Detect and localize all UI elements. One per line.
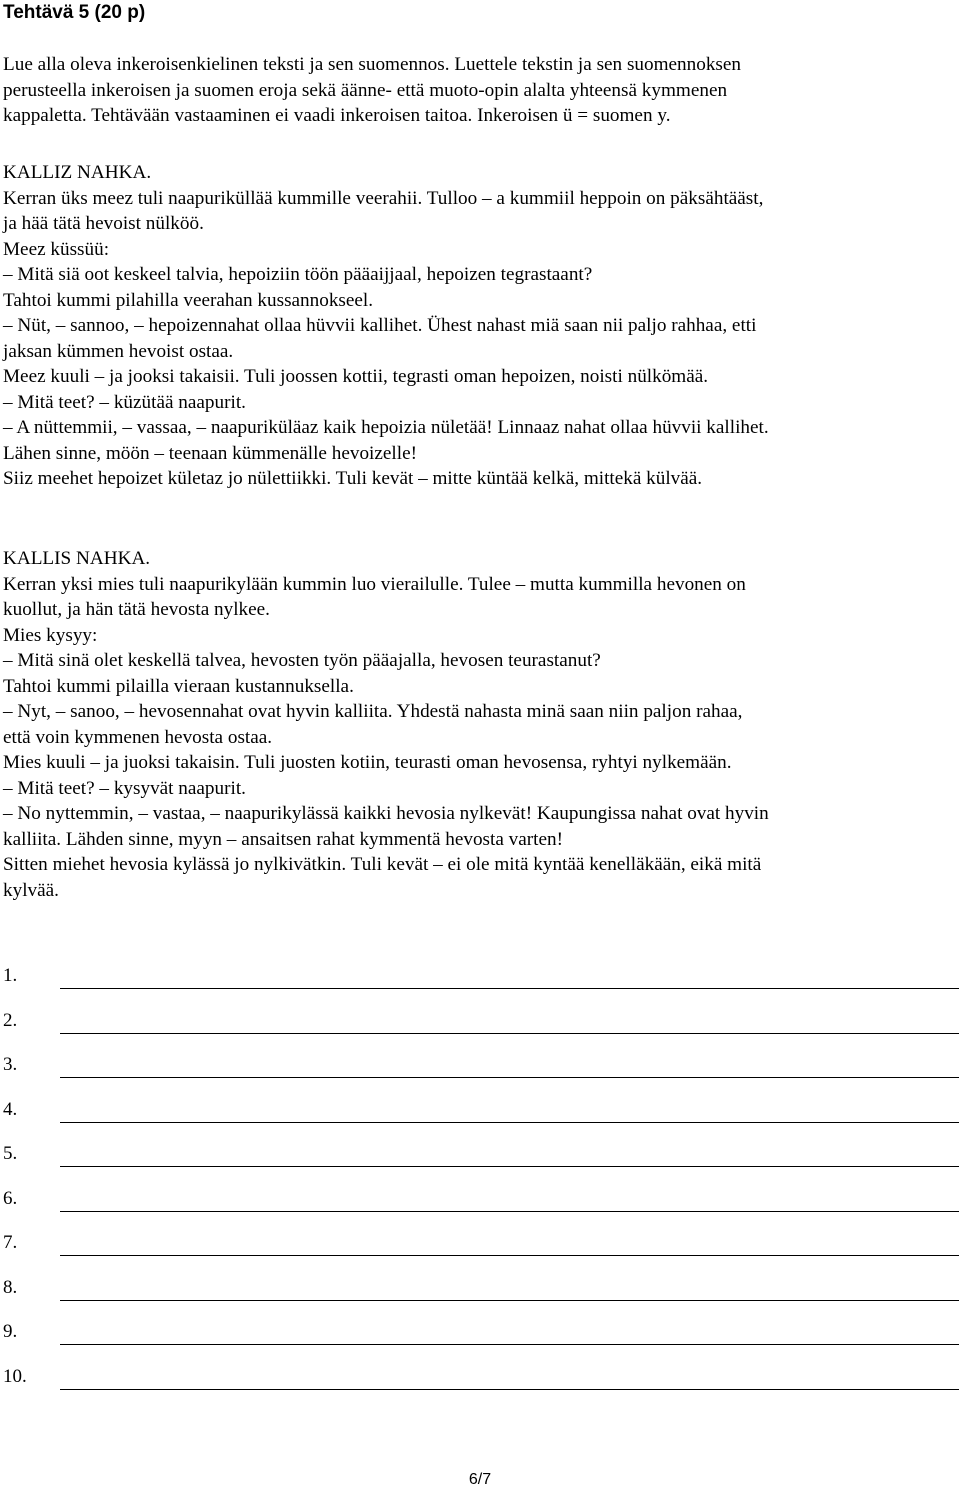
answer-row[interactable]	[3, 1188, 960, 1218]
ingrian-line: jaksan kümmen hevoist ostaa.	[3, 340, 234, 362]
page-number: 6/7	[468, 1471, 492, 1488]
answer-row[interactable]	[3, 1321, 960, 1351]
answer-row[interactable]	[3, 1366, 960, 1396]
ingrian-title: KALLIZ NAHKA.	[3, 162, 152, 183]
finnish-line: – Mitä sinä olet keskellä talvea, hevosten työn pääajalla, hevosen teurastanut?	[3, 650, 601, 671]
answer-line[interactable]	[60, 1077, 959, 1078]
finnish-title: KALLIS NAHKA.	[3, 548, 151, 569]
answer-line[interactable]	[60, 1166, 959, 1167]
ingrian-line: Kerran üks meez tuli naapuriküllää kummille veerahii. Tulloo – a kummiil heppoin on päksähtääst,	[3, 187, 764, 209]
task-title: Tehtävä 5 (20 p)	[3, 2, 146, 23]
ingrian-line: Lähen sinne, möön – teenaan kümmenälle hevoizelle!	[3, 442, 417, 464]
answer-line[interactable]	[60, 1344, 959, 1345]
answer-row[interactable]	[3, 1232, 960, 1262]
finnish-line: – Nyt, – sanoo, – hevosennahat ovat hyvin kalliita. Yhdestä nahasta minä saan niin paljon rahaa,	[3, 701, 743, 722]
finnish-line: kylvää.	[3, 879, 59, 901]
answer-number: 1.	[3, 965, 18, 986]
answer-number: 6.	[3, 1188, 18, 1209]
answer-row[interactable]	[3, 1143, 960, 1173]
answer-line[interactable]	[60, 1255, 959, 1256]
finnish-line: kalliita. Lähden sinne, myyn – ansaitsen rahat kymmentä hevosta varten!	[3, 828, 563, 850]
finnish-line: Sitten miehet hevosia kylässä jo nylkivätkin. Tuli kevät – ei ole mitä kyntää kenelläkään, eikä mitä	[3, 854, 762, 875]
instruction-line: perusteella inkeroisen ja suomen eroja sekä äänne- että muoto-opin alalta yhteensä kymmenen	[3, 79, 728, 101]
answer-number: 4.	[3, 1099, 18, 1120]
answer-number: 5.	[3, 1143, 18, 1164]
ingrian-line: – Mitä siä oot keskeel talvia, hepoiziin töön pääaijjaal, hepoizen tegrastaant?	[3, 264, 593, 285]
finnish-line: Kerran yksi mies tuli naapurikylään kummin luo vierailulle. Tulee – mutta kummilla hevonen on	[3, 573, 746, 595]
answer-row[interactable]	[3, 1054, 960, 1084]
answer-line[interactable]	[60, 1389, 959, 1390]
answer-number: 9.	[3, 1321, 18, 1342]
finnish-line: Tahtoi kummi pilailla vieraan kustannuksella.	[3, 675, 354, 697]
answer-line[interactable]	[60, 1033, 959, 1034]
answer-number: 3.	[3, 1054, 18, 1075]
task-instructions	[3, 52, 958, 129]
instruction-line: kappaletta. Tehtävään vastaaminen ei vaadi inkeroisen taitoa. Inkeroisen ü = suomen y.	[3, 105, 671, 126]
ingrian-line: – Nüt, – sannoo, – hepoizennahat ollaa hüvvii kallihet. Ühest nahast miä saan nii paljo rahhaa, etti	[3, 315, 757, 336]
finnish-line: että voin kymmenen hevosta ostaa.	[3, 726, 273, 748]
finnish-line: – No nyttemmin, – vastaa, – naapurikylässä kaikki hevosia nylkevät! Kaupungissa nahat ovat hyvin	[3, 803, 769, 824]
finnish-line: Mies kuuli – ja juoksi takaisin. Tuli juosten kotiin, teurasti oman hevosensa, ryhtyi nylkemään.	[3, 752, 732, 773]
ingrian-line: Tahtoi kummi pilahilla veerahan kussannokseel.	[3, 289, 374, 311]
answer-row[interactable]	[3, 1277, 960, 1307]
finnish-line: – Mitä teet? – kysyvät naapurit.	[3, 777, 246, 799]
ingrian-line: – A nüttemmii, – vassaa, – naapuriküläaz kaik hepoizia nületää! Linnaaz nahat ollaa hüvvii kallihet.	[3, 417, 769, 438]
answer-row[interactable]	[3, 965, 960, 995]
answer-number: 10.	[3, 1366, 27, 1387]
ingrian-line: ja hää tätä hevoist nülköö.	[3, 213, 204, 234]
answer-row[interactable]	[3, 1099, 960, 1129]
answer-number: 2.	[3, 1010, 18, 1031]
ingrian-line: – Mitä teet? – küzütää naapurit.	[3, 391, 246, 413]
answer-line[interactable]	[60, 988, 959, 989]
answer-line[interactable]	[60, 1300, 959, 1301]
ingrian-line: Meez kuuli – ja jooksi takaisii. Tuli joossen kottii, tegrasti oman hepoizen, noisti nülkömää.	[3, 366, 709, 387]
finnish-text	[3, 546, 958, 903]
answer-number: 8.	[3, 1277, 18, 1298]
ingrian-text	[3, 160, 958, 492]
instruction-line: Lue alla oleva inkeroisenkielinen teksti ja sen suomennos. Luettele tekstin ja sen suomennoksen	[3, 54, 741, 75]
finnish-line: kuollut, ja hän tätä hevosta nylkee.	[3, 599, 270, 620]
finnish-line: Mies kysyy:	[3, 624, 98, 646]
answer-line[interactable]	[60, 1122, 959, 1123]
answer-number: 7.	[3, 1232, 18, 1253]
answer-row[interactable]	[3, 1010, 960, 1040]
ingrian-line: Meez küssüü:	[3, 238, 110, 260]
ingrian-line: Siiz meehet hepoizet kületaz jo nülettiikki. Tuli kevät – mitte küntää kelkä, mittekä külvää.	[3, 468, 703, 489]
answer-line[interactable]	[60, 1211, 959, 1212]
